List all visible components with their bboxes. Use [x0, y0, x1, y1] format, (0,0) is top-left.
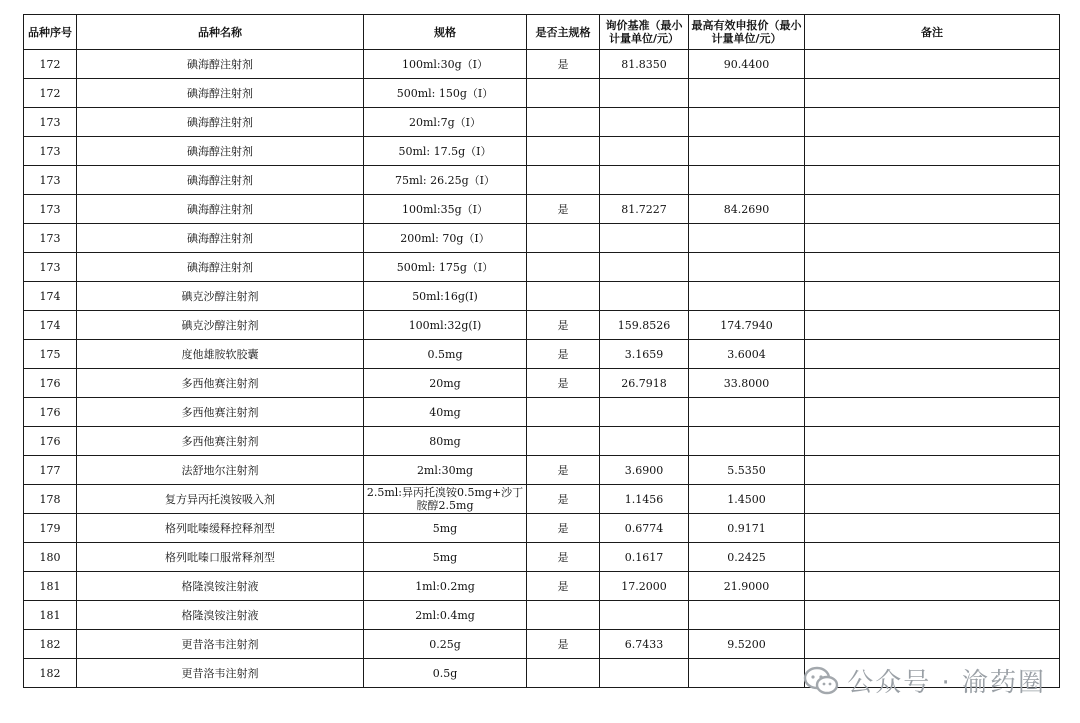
- table-row: [24, 572, 1060, 601]
- table-row: [24, 311, 1060, 340]
- cell-base-price: 81.8350: [600, 50, 689, 79]
- header-note: 备注: [805, 15, 1060, 50]
- cell-spec: 20ml:7g（I）: [364, 108, 527, 137]
- cell-spec: 5mg: [364, 514, 527, 543]
- cell-item-name: 格隆溴铵注射液: [77, 572, 364, 601]
- cell-base-price: [600, 659, 689, 688]
- cell-item-no: 182: [24, 630, 77, 659]
- cell-item-name: 格隆溴铵注射液: [77, 601, 364, 630]
- cell-note: [805, 108, 1060, 137]
- cell-item-no: 179: [24, 514, 77, 543]
- table-row: [24, 224, 1060, 253]
- table-row: [24, 282, 1060, 311]
- cell-base-price: [600, 398, 689, 427]
- cell-max-price: [689, 398, 805, 427]
- cell-base-price: 3.1659: [600, 340, 689, 369]
- table-row: [24, 195, 1060, 224]
- cell-is-main-spec: [527, 79, 600, 108]
- cell-item-no: 173: [24, 195, 77, 224]
- cell-item-name: 更昔洛韦注射剂: [77, 630, 364, 659]
- cell-max-price: [689, 166, 805, 195]
- cell-spec: 100ml:32g(I): [364, 311, 527, 340]
- cell-item-no: 177: [24, 456, 77, 485]
- cell-spec: 20mg: [364, 369, 527, 398]
- cell-max-price: [689, 108, 805, 137]
- table-row: [24, 166, 1060, 195]
- table-row: [24, 630, 1060, 659]
- cell-note: [805, 630, 1060, 659]
- cell-is-main-spec: 是: [527, 195, 600, 224]
- cell-item-name: 更昔洛韦注射剂: [77, 659, 364, 688]
- cell-is-main-spec: [527, 659, 600, 688]
- table-row: [24, 456, 1060, 485]
- cell-item-no: 182: [24, 659, 77, 688]
- cell-item-name: 碘海醇注射剂: [77, 137, 364, 166]
- cell-base-price: 0.6774: [600, 514, 689, 543]
- cell-base-price: 159.8526: [600, 311, 689, 340]
- cell-item-no: 181: [24, 572, 77, 601]
- cell-spec: 0.25g: [364, 630, 527, 659]
- cell-max-price: 5.5350: [689, 456, 805, 485]
- cell-is-main-spec: 是: [527, 456, 600, 485]
- cell-spec: 2.5ml:异丙托溴铵0.5mg+沙丁胺醇2.5mg: [364, 485, 527, 514]
- cell-note: [805, 79, 1060, 108]
- table-row: [24, 340, 1060, 369]
- cell-spec: 40mg: [364, 398, 527, 427]
- header-max-price: 最高有效申报价（最小计量单位/元）: [689, 15, 805, 50]
- cell-item-name: 法舒地尔注射剂: [77, 456, 364, 485]
- table-row: [24, 398, 1060, 427]
- table-row: [24, 514, 1060, 543]
- cell-spec: 100ml:35g（I）: [364, 195, 527, 224]
- cell-spec: 0.5mg: [364, 340, 527, 369]
- cell-is-main-spec: [527, 398, 600, 427]
- cell-is-main-spec: 是: [527, 543, 600, 572]
- table-row: [24, 108, 1060, 137]
- cell-max-price: 1.4500: [689, 485, 805, 514]
- table-row: [24, 137, 1060, 166]
- cell-is-main-spec: [527, 166, 600, 195]
- cell-base-price: [600, 282, 689, 311]
- cell-spec: 500ml: 175g（I）: [364, 253, 527, 282]
- cell-is-main-spec: 是: [527, 50, 600, 79]
- cell-item-no: 174: [24, 311, 77, 340]
- table-row: [24, 601, 1060, 630]
- cell-item-name: 碘海醇注射剂: [77, 195, 364, 224]
- cell-item-no: 173: [24, 224, 77, 253]
- cell-note: [805, 572, 1060, 601]
- table-row: [24, 50, 1060, 79]
- cell-item-name: 格列吡嗪缓释控释剂型: [77, 514, 364, 543]
- cell-item-no: 173: [24, 108, 77, 137]
- cell-item-no: 176: [24, 398, 77, 427]
- header-item-no: 品种序号: [24, 15, 77, 50]
- header-row: [24, 15, 1060, 50]
- cell-max-price: 3.6004: [689, 340, 805, 369]
- cell-is-main-spec: 是: [527, 514, 600, 543]
- cell-note: [805, 398, 1060, 427]
- cell-base-price: [600, 601, 689, 630]
- cell-base-price: [600, 166, 689, 195]
- cell-base-price: [600, 224, 689, 253]
- cell-base-price: [600, 253, 689, 282]
- cell-note: [805, 340, 1060, 369]
- wechat-icon: [803, 666, 839, 696]
- cell-item-name: 度他雄胺软胶囊: [77, 340, 364, 369]
- cell-base-price: [600, 427, 689, 456]
- cell-item-name: 碘克沙醇注射剂: [77, 311, 364, 340]
- cell-spec: 0.5g: [364, 659, 527, 688]
- cell-item-name: 复方异丙托溴铵吸入剂: [77, 485, 364, 514]
- cell-note: [805, 224, 1060, 253]
- cell-max-price: 21.9000: [689, 572, 805, 601]
- cell-is-main-spec: 是: [527, 340, 600, 369]
- cell-item-name: 碘海醇注射剂: [77, 253, 364, 282]
- cell-spec: 50ml:16g(I): [364, 282, 527, 311]
- watermark: [803, 662, 1046, 699]
- cell-item-no: 173: [24, 253, 77, 282]
- cell-is-main-spec: 是: [527, 311, 600, 340]
- cell-item-no: 180: [24, 543, 77, 572]
- cell-item-no: 173: [24, 137, 77, 166]
- cell-spec: 200ml: 70g（I）: [364, 224, 527, 253]
- cell-note: [805, 601, 1060, 630]
- cell-note: [805, 427, 1060, 456]
- cell-spec: 80mg: [364, 427, 527, 456]
- watermark-text: 公众号 · 渝药圈: [847, 668, 1046, 698]
- cell-is-main-spec: [527, 282, 600, 311]
- cell-item-name: 碘海醇注射剂: [77, 79, 364, 108]
- cell-max-price: 0.9171: [689, 514, 805, 543]
- cell-max-price: [689, 601, 805, 630]
- cell-note: [805, 253, 1060, 282]
- cell-base-price: [600, 108, 689, 137]
- cell-item-name: 碘海醇注射剂: [77, 50, 364, 79]
- cell-note: [805, 311, 1060, 340]
- cell-item-name: 格列吡嗪口服常释剂型: [77, 543, 364, 572]
- drug-price-table: [23, 14, 1060, 688]
- cell-is-main-spec: [527, 253, 600, 282]
- cell-is-main-spec: 是: [527, 572, 600, 601]
- cell-item-no: 173: [24, 166, 77, 195]
- cell-max-price: [689, 282, 805, 311]
- cell-item-name: 碘海醇注射剂: [77, 224, 364, 253]
- cell-is-main-spec: 是: [527, 369, 600, 398]
- cell-item-no: 178: [24, 485, 77, 514]
- cell-item-name: 碘克沙醇注射剂: [77, 282, 364, 311]
- cell-note: [805, 369, 1060, 398]
- cell-item-name: 碘海醇注射剂: [77, 108, 364, 137]
- cell-max-price: [689, 137, 805, 166]
- cell-is-main-spec: 是: [527, 630, 600, 659]
- cell-note: [805, 282, 1060, 311]
- cell-item-no: 174: [24, 282, 77, 311]
- cell-is-main-spec: 是: [527, 485, 600, 514]
- cell-item-name: 多西他赛注射剂: [77, 427, 364, 456]
- cell-base-price: 26.7918: [600, 369, 689, 398]
- cell-spec: 1ml:0.2mg: [364, 572, 527, 601]
- cell-spec: 75ml: 26.25g（I）: [364, 166, 527, 195]
- cell-item-no: 181: [24, 601, 77, 630]
- cell-spec: 100ml:30g（I）: [364, 50, 527, 79]
- cell-max-price: [689, 79, 805, 108]
- cell-is-main-spec: [527, 224, 600, 253]
- cell-note: [805, 137, 1060, 166]
- header-base-price: 询价基准（最小计量单位/元）: [600, 15, 689, 50]
- cell-max-price: 0.2425: [689, 543, 805, 572]
- cell-spec: 2ml:0.4mg: [364, 601, 527, 630]
- cell-note: [805, 543, 1060, 572]
- cell-item-name: 碘海醇注射剂: [77, 166, 364, 195]
- cell-max-price: 84.2690: [689, 195, 805, 224]
- cell-base-price: 6.7433: [600, 630, 689, 659]
- table-row: [24, 427, 1060, 456]
- cell-note: [805, 485, 1060, 514]
- header-item-name: 品种名称: [77, 15, 364, 50]
- cell-note: [805, 456, 1060, 485]
- cell-base-price: 17.2000: [600, 572, 689, 601]
- header-spec: 规格: [364, 15, 527, 50]
- cell-is-main-spec: [527, 108, 600, 137]
- cell-base-price: [600, 137, 689, 166]
- cell-note: [805, 514, 1060, 543]
- cell-item-no: 176: [24, 427, 77, 456]
- cell-item-no: 172: [24, 79, 77, 108]
- table-row: [24, 485, 1060, 514]
- cell-max-price: 33.8000: [689, 369, 805, 398]
- cell-item-name: 多西他赛注射剂: [77, 398, 364, 427]
- cell-item-no: 176: [24, 369, 77, 398]
- table-row: [24, 369, 1060, 398]
- cell-note: [805, 166, 1060, 195]
- cell-base-price: 81.7227: [600, 195, 689, 224]
- table-row: [24, 253, 1060, 282]
- table-row: [24, 543, 1060, 572]
- cell-max-price: [689, 253, 805, 282]
- cell-base-price: [600, 79, 689, 108]
- header-is-main-spec: 是否主规格: [527, 15, 600, 50]
- cell-is-main-spec: [527, 601, 600, 630]
- cell-base-price: 1.1456: [600, 485, 689, 514]
- cell-max-price: [689, 224, 805, 253]
- cell-max-price: [689, 427, 805, 456]
- cell-item-no: 175: [24, 340, 77, 369]
- cell-is-main-spec: [527, 427, 600, 456]
- cell-base-price: 3.6900: [600, 456, 689, 485]
- cell-note: [805, 50, 1060, 79]
- cell-is-main-spec: [527, 137, 600, 166]
- cell-max-price: 174.7940: [689, 311, 805, 340]
- cell-note: [805, 195, 1060, 224]
- cell-item-name: 多西他赛注射剂: [77, 369, 364, 398]
- cell-spec: 5mg: [364, 543, 527, 572]
- cell-spec: 500ml: 150g（I）: [364, 79, 527, 108]
- cell-max-price: 90.4400: [689, 50, 805, 79]
- table-row: [24, 79, 1060, 108]
- cell-base-price: 0.1617: [600, 543, 689, 572]
- cell-spec: 2ml:30mg: [364, 456, 527, 485]
- cell-max-price: 9.5200: [689, 630, 805, 659]
- cell-max-price: [689, 659, 805, 688]
- cell-item-no: 172: [24, 50, 77, 79]
- cell-spec: 50ml: 17.5g（I）: [364, 137, 527, 166]
